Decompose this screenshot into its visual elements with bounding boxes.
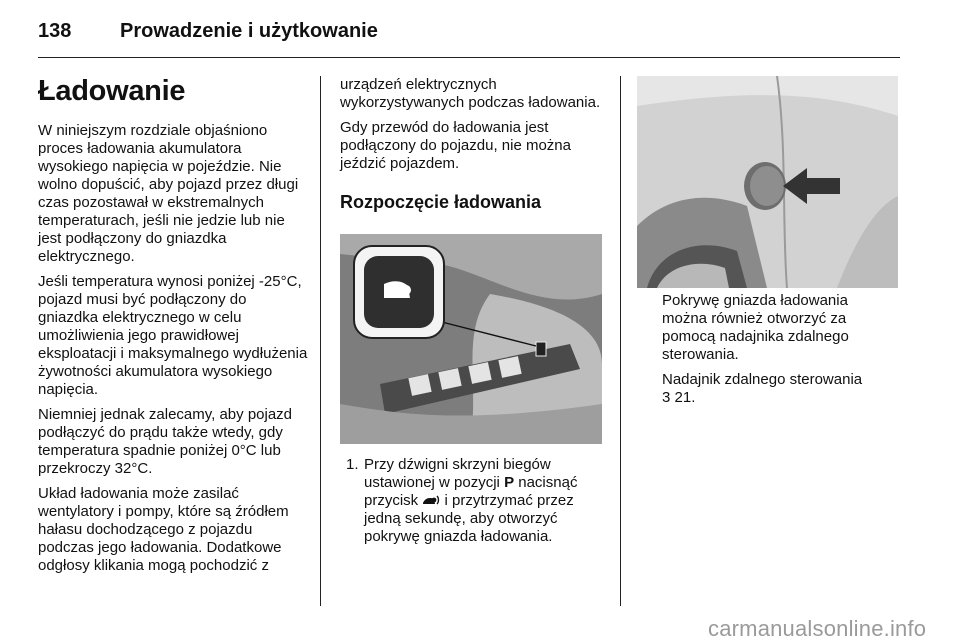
section-title: Ładowanie <box>38 75 186 107</box>
column-1 <box>38 62 308 582</box>
page-number: 138 <box>38 20 72 42</box>
step-text: Przy dźwigni skrzyni biegów ustawionej w pozycji <box>364 456 551 491</box>
column-3 <box>662 292 892 414</box>
watermark: carmanualsonline.info <box>708 616 927 641</box>
paragraph: urządzeń elektrycznych wykorzystywanych podczas ładowania. <box>340 76 601 111</box>
paragraph <box>662 371 892 407</box>
paragraph: Jeśli temperatura wynosi poniżej -25°C, pojazd musi być podłączony do gniazdka elektrycznego w celu umożliwienia jego prawidłowej eksploatacji i maksymalnego wydłużenia żywotności akumulatora wysokiego napięcia. <box>38 273 308 398</box>
paragraph: Pokrywę gniazda ładowania można również otworzyć za pomocą nadajnika zdalnego sterowania. <box>662 292 849 363</box>
step-list <box>346 456 600 546</box>
gear-position: P <box>504 474 515 491</box>
running-title: Prowadzenie i użytkowanie <box>120 20 378 42</box>
page-reference: 3 21. <box>662 389 696 406</box>
charge-port-door-icon <box>422 493 440 505</box>
step-number: 1. <box>346 456 359 473</box>
charge-port-photo <box>637 76 898 288</box>
paragraph: W niniejszym rozdziale objaśniono proces ładowania akumulatora wysokiego napięcia w pojeździe. Nie wolno dopuścić, aby pojazd przez długi czas pozostawał w ekstremalnych temperaturach, jeśli nie jedzie lub nie jest podłączony do gniazdka elektrycznego. <box>38 122 299 265</box>
paragraph: Niemniej jednak zalecamy, aby pojazd podłączyć do prądu także wtedy, gdy temperatura spadnie poniżej 0°C lub przekroczy 32°C. <box>38 406 293 477</box>
header-divider <box>38 57 900 58</box>
paragraph: Układ ładowania może zasilać wentylatory i pompy, które są źródłem hałasu dochodzącego z pojazdu podczas jego ładowania. Dodatkowe odgłosy klikania mogą pochodzić z <box>38 485 289 574</box>
column-divider <box>320 76 321 606</box>
paragraph: Gdy przewód do ładowania jest podłączony do pojazdu, nie można jeździć pojazdem. <box>340 119 571 172</box>
subsection-title: Rozpoczęcie ładowania <box>340 192 542 212</box>
page-header <box>38 16 918 56</box>
step-text: i przytrzymać przez jedną sekundę, aby otworzyć pokrywę gniazda ładowania. <box>364 492 574 545</box>
list-item <box>346 456 600 546</box>
door-button-photo <box>340 234 602 444</box>
column-2 <box>340 76 610 225</box>
paragraph-text: Nadajnik zdalnego sterowania <box>662 371 863 388</box>
step-text: nacisnąć przycisk <box>364 474 578 509</box>
column-divider <box>620 76 621 606</box>
